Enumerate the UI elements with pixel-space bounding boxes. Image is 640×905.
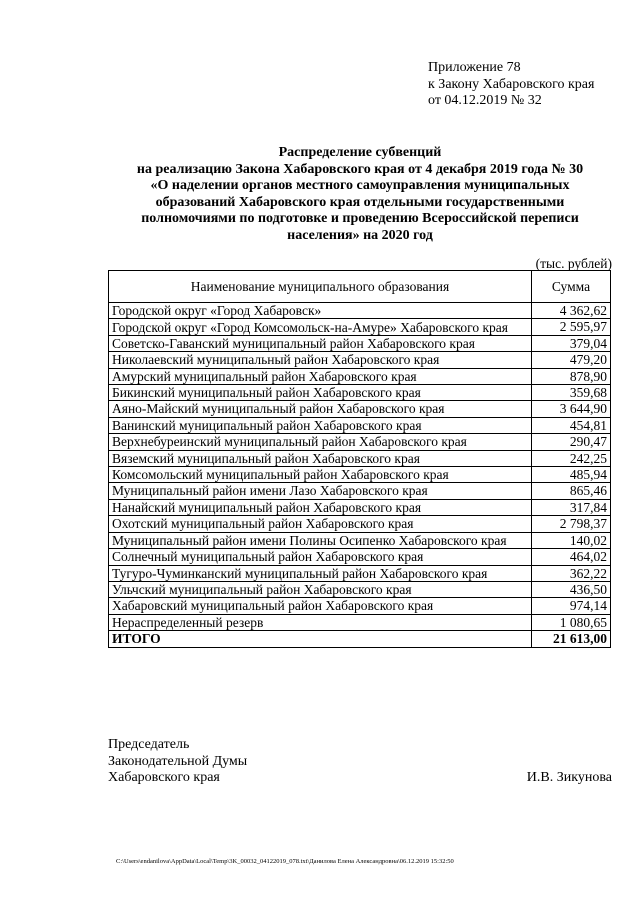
table-row [109,434,611,450]
row-sum: 865,46 [532,483,611,499]
row-sum: 317,84 [532,499,611,515]
total-sum: 21 613,00 [532,631,611,647]
table-row [109,467,611,483]
table-row [109,385,611,401]
row-sum: 3 644,90 [532,401,611,417]
row-sum: 878,90 [532,368,611,384]
row-name: Николаевский муниципальный район Хабаровского края [109,352,532,368]
unit-note: (тыс. рублей) [535,256,612,271]
row-sum: 436,50 [532,581,611,597]
row-sum: 1 080,65 [532,614,611,630]
table-row [109,319,611,335]
row-name: Амурский муниципальный район Хабаровского края [109,368,532,384]
row-name: Тугуро-Чуминканский муниципальный район Хабаровского края [109,565,532,581]
file-path-footer: C:\Users\endanilova\AppData\Local\Temp\3K_00032_04122019_078.txt\Данилова Елена Александровна\06.12.2019 15:32:50 [116,858,454,865]
document-title [108,145,612,244]
table-row [109,614,611,630]
row-sum: 290,47 [532,434,611,450]
row-name: Солнечный муниципальный район Хабаровского края [109,549,532,565]
table-row [109,417,611,433]
table-row [109,335,611,351]
row-sum: 454,81 [532,417,611,433]
signature-title-1: Председатель [108,737,190,752]
row-sum: 974,14 [532,598,611,614]
title-line-5: полномочиями по подготовке и проведению Всероссийской переписи [141,211,579,226]
table-row [109,499,611,515]
row-name: Муниципальный район имени Полины Осипенко Хабаровского края [109,532,532,548]
table-row [109,581,611,597]
row-name: Комсомольский муниципальный район Хабаровского края [109,467,532,483]
row-sum: 4 362,62 [532,303,611,319]
row-sum: 2 798,37 [532,516,611,532]
table-row [109,483,611,499]
row-name: Верхнебуреинский муниципальный район Хабаровского края [109,434,532,450]
table-row [109,303,611,319]
signature-block [108,737,247,787]
table-row [109,565,611,581]
row-name: Советско-Гаванский муниципальный район Хабаровского края [109,335,532,351]
row-name: Ванинский муниципальный район Хабаровского края [109,417,532,433]
row-name: Хабаровский муниципальный район Хабаровского края [109,598,532,614]
row-name: Нераспределенный резерв [109,614,532,630]
row-sum: 464,02 [532,549,611,565]
table-row [109,549,611,565]
row-name: Нанайский муниципальный район Хабаровского края [109,499,532,515]
table-header-row [109,271,611,303]
signature-title-2: Законодательной Думы [108,753,248,769]
row-name: Вяземский муниципальный район Хабаровского края [109,450,532,466]
title-line-3: «О наделении органов местного самоуправления муниципальных [150,178,570,193]
row-sum: 479,20 [532,352,611,368]
header-name: Наименование муниципального образования [109,271,532,303]
appendix-block [428,60,594,110]
row-sum: 140,02 [532,532,611,548]
row-name: Охотский муниципальный район Хабаровского края [109,516,532,532]
appendix-law: к Закону Хабаровского края [428,76,595,92]
row-name: Городской округ «Город Комсомольск-на-Амуре» Хабаровского края [109,319,532,335]
signer-name: И.В. Зикунова [526,770,612,785]
subsidy-table [108,270,611,648]
title-line-6: населения» на 2020 год [287,227,433,243]
row-name: Ульчский муниципальный район Хабаровского края [109,581,532,597]
row-sum: 359,68 [532,385,611,401]
appendix-number: Приложение 78 [428,60,521,75]
title-line-2: на реализацию Закона Хабаровского края от 4 декабря 2019 года № 30 [136,161,584,177]
row-sum: 2 595,97 [532,319,611,335]
row-sum: 379,04 [532,335,611,351]
row-name: Муниципальный район имени Лазо Хабаровского края [109,483,532,499]
signature-title-3: Хабаровского края [108,770,220,785]
row-sum: 242,25 [532,450,611,466]
table-row [109,598,611,614]
row-name: Бикинский муниципальный район Хабаровского края [109,385,532,401]
row-name: Аяно-Майский муниципальный район Хабаровского края [109,401,532,417]
title-line-1: Распределение субвенций [278,145,442,160]
row-sum: 362,22 [532,565,611,581]
table-row [109,401,611,417]
table-row [109,516,611,532]
table-row [109,450,611,466]
total-label: ИТОГО [109,631,532,647]
header-sum: Сумма [532,271,611,303]
table-row [109,532,611,548]
table-row [109,352,611,368]
row-name: Городской округ «Город Хабаровск» [109,303,532,319]
title-line-4: образований Хабаровского края отдельными государственными [155,194,565,210]
total-row [109,631,611,647]
table-row [109,368,611,384]
row-sum: 485,94 [532,467,611,483]
appendix-date: от 04.12.2019 № 32 [428,93,542,108]
